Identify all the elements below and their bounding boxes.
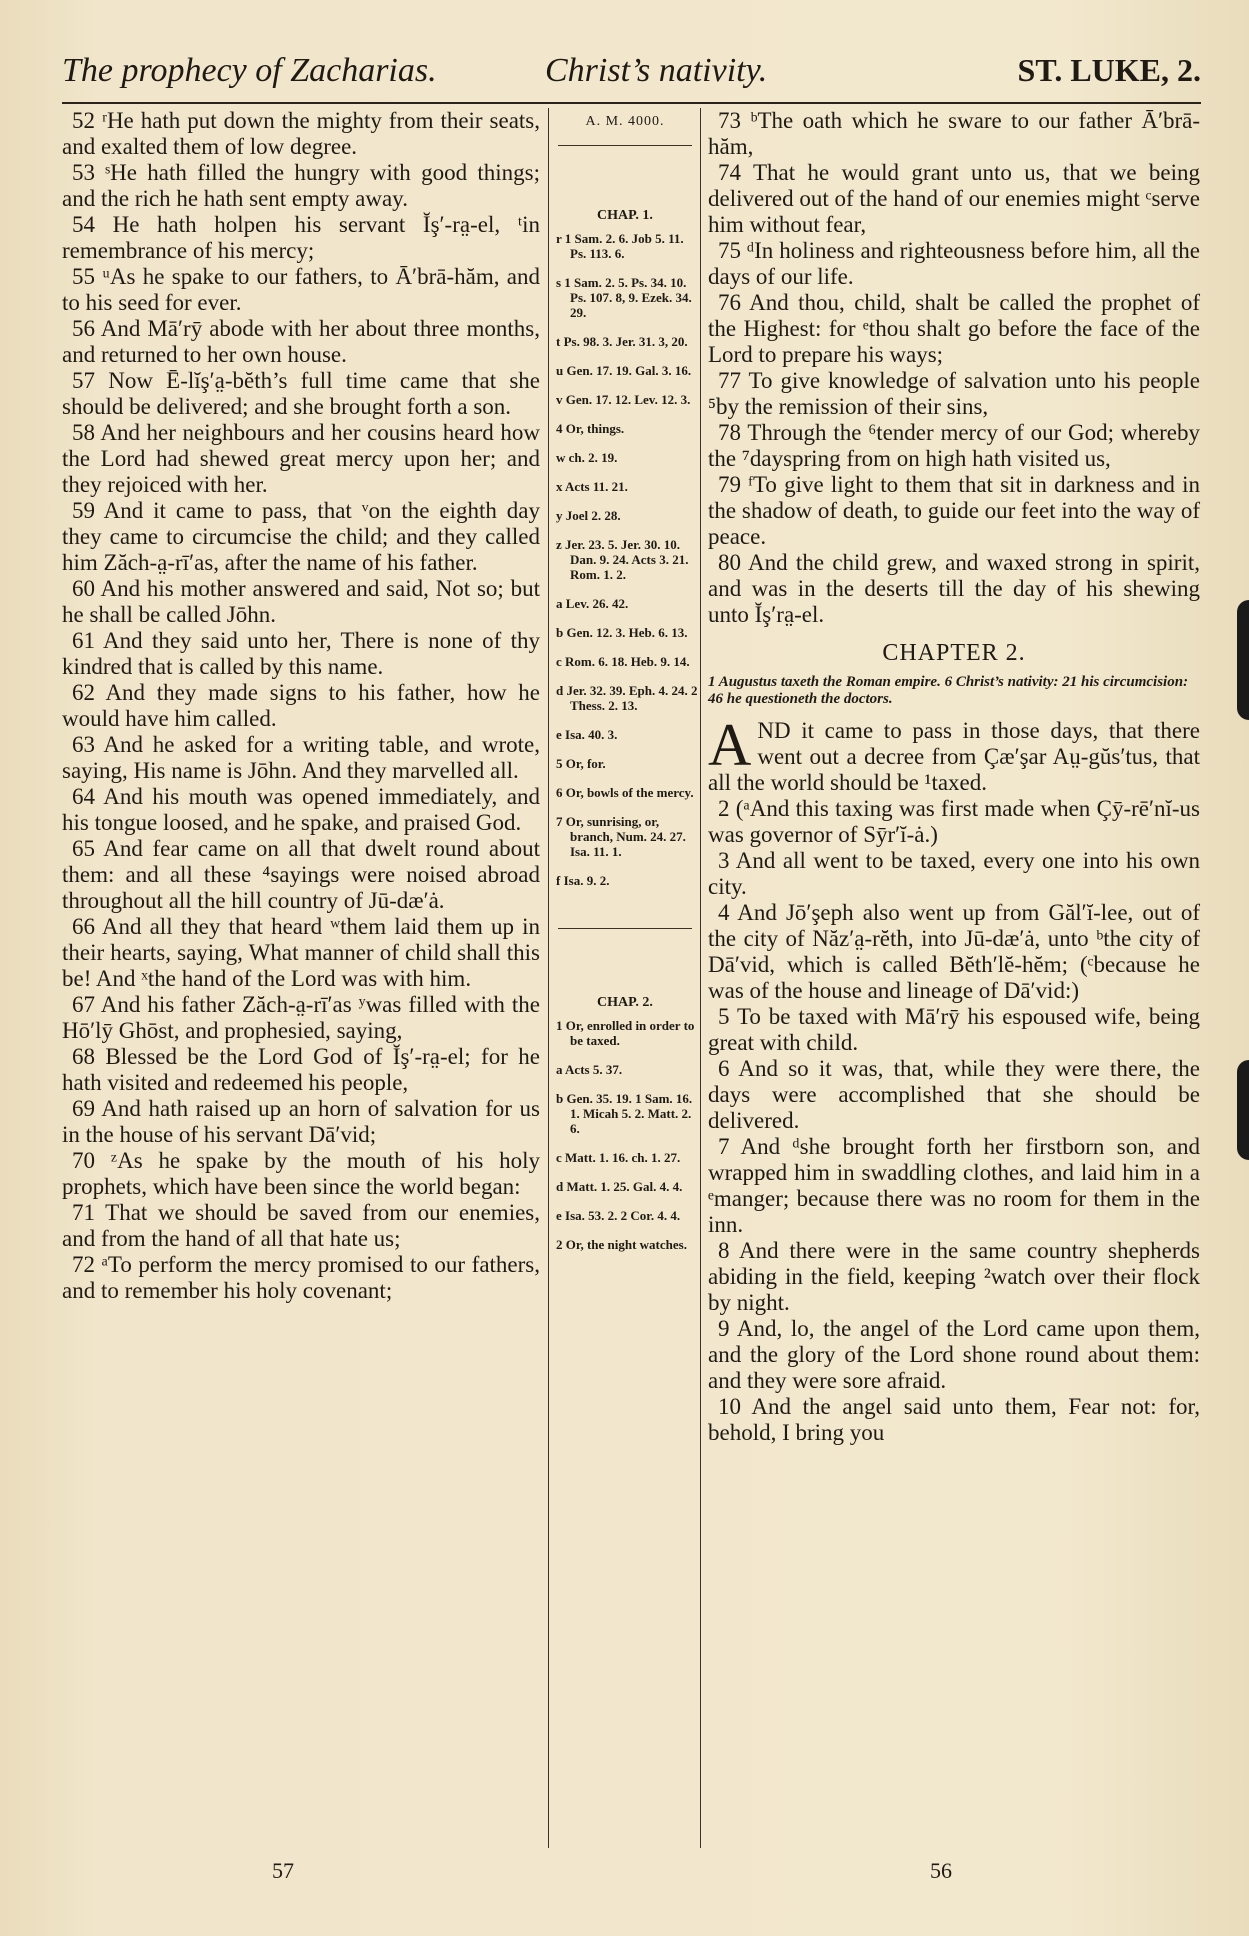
verse: 3 And all went to be taxed, every one into his own city. [708, 848, 1200, 899]
cross-reference: c Rom. 6. 18. Heb. 9. 14. [556, 654, 690, 669]
cross-reference: x Acts 11. 21. [556, 479, 628, 494]
cross-reference: a Lev. 26. 42. [556, 596, 629, 611]
verse: 63 And he asked for a writing table, and wrote, saying, His name is Jōhn. And they marvelled all. [62, 732, 540, 783]
verse: 10 And the angel said unto them, Fear not: for, behold, I bring you [708, 1394, 1200, 1445]
verse: 75 ᵈIn holiness and righteousness before him, all the days of our life. [708, 238, 1200, 289]
verse: 72 ᵃTo perform the mercy promised to our fathers, and to remember his holy covenant; [62, 1252, 540, 1303]
cross-reference: 5 Or, for. [556, 756, 606, 771]
verse: 66 And all they that heard ʷthem laid them up in their hearts, saying, What manner of child shall this be! And ˣthe hand of the Lord was with him. [62, 914, 540, 991]
cross-reference: u Gen. 17. 19. Gal. 3. 16. [556, 363, 692, 378]
verse: 53 ˢHe hath filled the hungry with good things; and the rich he hath sent empty away. [62, 160, 540, 211]
verse: 67 And his father Zăch-a̤-rī′as ʸwas filled with the Hō′lȳ Ghōst, and prophesied, saying, [62, 992, 540, 1043]
verse: 65 And fear came on all that dwelt round about them: and all these ⁴sayings were noised abroad throughout all the hill country of Jū-dæ′ȧ. [62, 836, 540, 913]
header-left-title: The prophecy of Zacharias. [62, 52, 437, 89]
anno-mundi-year: A. M. 4000. [585, 114, 665, 129]
cross-reference: 4 Or, things. [556, 421, 625, 436]
verse: 71 That we should be saved from our enemies, and from the hand of all that hate us; [62, 1200, 540, 1251]
verse: 52 ʳHe hath put down the mighty from their seats, and exalted them of low degree. [62, 108, 540, 159]
column-divider-right [700, 108, 701, 1848]
header-mid-title: Christ’s nativity. [545, 52, 768, 89]
verse: 68 Blessed be the Lord God of Ĭş′-ra̤-el; for he hath visited and redeemed his people, [62, 1044, 540, 1095]
verse: 8 And there were in the same country shepherds abiding in the field, keeping ²watch over their flock by night. [708, 1238, 1200, 1315]
cross-reference: r 1 Sam. 2. 6. Job 5. 11. Ps. 113. 6. [556, 231, 684, 261]
cross-reference: 2 Or, the night watches. [556, 1237, 687, 1252]
center-reference-column [552, 108, 698, 1266]
header-rule [62, 102, 1201, 104]
verse: 4 And Jō′şeph also went up from Găl′ĭ-lee, out of the city of Năz′a̤-rĕth, into Jū-dæ′ȧ, unto ᵇthe city of Dā′vid, which is called Bĕth′lĕ-hĕm; (ᶜbecause he was of the house and lineage of Dā′vid:) [708, 900, 1200, 1003]
verse: 80 And the child grew, and waxed strong in spirit, and was in the deserts till the day of his shewing unto Ĭş′ra̤-el. [708, 550, 1200, 627]
cross-reference: t Ps. 98. 3. Jer. 31. 3, 20. [556, 334, 688, 349]
chapter-summary: 1 Augustus taxeth the Roman empire. 6 Christ’s nativity: 21 his circumcision: 46 he questioneth the doctors. [708, 674, 1189, 707]
cross-reference: 6 Or, bowls of the mercy. [556, 785, 694, 800]
cross-reference: w ch. 2. 19. [556, 450, 618, 465]
verse: 70 ᶻAs he spake by the mouth of his holy prophets, which have been since the world began: [62, 1148, 540, 1199]
binding-shadow [1237, 600, 1249, 720]
page-number-left: 57 [272, 1858, 294, 1883]
cross-reference: 7 Or, sunrising, or, branch, Num. 24. 27. Isa. 11. 1. [556, 814, 686, 859]
verse: 2 (ᵃAnd this taxing was first made when Çȳ-rē′nĭ-us was governor of Sȳr′ĭ-ȧ.) [708, 796, 1200, 847]
cross-reference: e Isa. 53. 2. 2 Cor. 4. 4. [556, 1208, 681, 1223]
column-divider-left [548, 108, 549, 1848]
verse: 9 And, lo, the angel of the Lord came upon them, and the glory of the Lord shone round about them: and they were sore afraid. [708, 1316, 1200, 1393]
verse: 60 And his mother answered and said, Not so; but he shall be called Jōhn. [62, 576, 540, 627]
margin-chapter-2-label: CHAP. 2. [597, 995, 653, 1010]
running-header [62, 52, 1201, 102]
verse: 78 Through the ⁶tender mercy of our God; whereby the ⁷dayspring from on high hath visited us, [708, 420, 1200, 471]
cross-reference: b Gen. 35. 19. 1 Sam. 16. 1. Micah 5. 2. Matt. 2. 6. [556, 1091, 693, 1136]
margin-rule [558, 928, 692, 929]
verse: 79 ᶠTo give light to them that sit in darkness and in the shadow of death, to guide our feet into the way of peace. [708, 472, 1200, 549]
verse: 62 And they made signs to his father, how he would have him called. [62, 680, 540, 731]
cross-reference: c Matt. 1. 16. ch. 1. 27. [556, 1150, 681, 1165]
verse: 58 And her neighbours and her cousins heard how the Lord had shewed great mercy upon her; and they rejoiced with her. [62, 420, 540, 497]
cross-reference: b Gen. 12. 3. Heb. 6. 13. [556, 625, 688, 640]
verse: 6 And so it was, that, while they were there, the days were accomplished that she should be delivered. [708, 1056, 1200, 1133]
chapter-heading: CHAPTER 2. [882, 640, 1026, 666]
cross-reference: v Gen. 17. 12. Lev. 12. 3. [556, 392, 691, 407]
verse: 7 And ᵈshe brought forth her firstborn son, and wrapped him in swaddling clothes, and laid him in a ᵉmanger; because there was no room for them in the inn. [708, 1134, 1200, 1237]
margin-chapter-1-label: CHAP. 1. [597, 208, 653, 223]
first-verse-text: ND it came to pass in those days, that there went out a decree from Çæ′şar Aṳ-gŭs′tus, that all the world should be ¹taxed. [708, 718, 1200, 795]
verse: 5 To be taxed with Mā′rȳ his espoused wife, being great with child. [708, 1004, 1200, 1055]
verse: 76 And thou, child, shalt be called the prophet of the Highest: for ᵉthou shalt go before the face of the Lord to prepare his ways; [708, 290, 1200, 367]
right-text-column [708, 108, 1200, 1446]
cross-reference: z Jer. 23. 5. Jer. 30. 10. Dan. 9. 24. Acts 3. 21. Rom. 1. 2. [556, 537, 689, 582]
cross-reference: d Matt. 1. 25. Gal. 4. 4. [556, 1179, 683, 1194]
page-number-right: 56 [930, 1858, 952, 1883]
cross-reference: e Isa. 40. 3. [556, 727, 618, 742]
verse: 59 And it came to pass, that ᵛon the eighth day they came to circumcise the child; and they called him Zăch-a̤-rī′as, after the name of his father. [62, 498, 540, 575]
verse: 54 He hath holpen his servant Ĭş′-ra̤-el, ᵗin remembrance of his mercy; [62, 212, 540, 263]
header-book-chapter: ST. LUKE, 2. [1017, 52, 1201, 88]
left-text-column [62, 108, 540, 1304]
verse-first [708, 712, 1200, 796]
margin-rule [558, 145, 692, 146]
verse: 61 And they said unto her, There is none of thy kindred that is called by this name. [62, 628, 540, 679]
cross-reference: s 1 Sam. 2. 5. Ps. 34. 10. Ps. 107. 8, 9. Ezek. 34. 29. [556, 275, 692, 320]
drop-cap: A [708, 712, 752, 778]
verse: 64 And his mouth was opened immediately, and his tongue loosed, and he spake, and praised God. [62, 784, 540, 835]
verse: 55 ᵘAs he spake to our fathers, to Ā′brā-hăm, and to his seed for ever. [62, 264, 540, 315]
cross-reference: 1 Or, enrolled in order to be taxed. [556, 1018, 695, 1048]
verse: 74 That he would grant unto us, that we being delivered out of the hand of our enemies might ᶜserve him without fear, [708, 160, 1200, 237]
verse: 77 To give knowledge of salvation unto his people ⁵by the remission of their sins, [708, 368, 1200, 419]
verse: 69 And hath raised up an horn of salvation for us in the house of his servant Dā′vid; [62, 1096, 540, 1147]
cross-reference: f Isa. 9. 2. [556, 873, 610, 888]
binding-shadow [1237, 1060, 1249, 1160]
cross-reference: a Acts 5. 37. [556, 1062, 623, 1077]
cross-reference: y Joel 2. 28. [556, 508, 621, 523]
cross-reference: d Jer. 32. 39. Eph. 4. 24. 2 Thess. 2. 13. [556, 683, 698, 713]
verse: 56 And Mā′rȳ abode with her about three months, and returned to her own house. [62, 316, 540, 367]
verse: 57 Now Ē-lĭş′a̤-bĕth’s full time came that she should be delivered; and she brought forth a son. [62, 368, 540, 419]
verse: 73 ᵇThe oath which he sware to our father Ā′brā-hăm, [708, 108, 1200, 159]
